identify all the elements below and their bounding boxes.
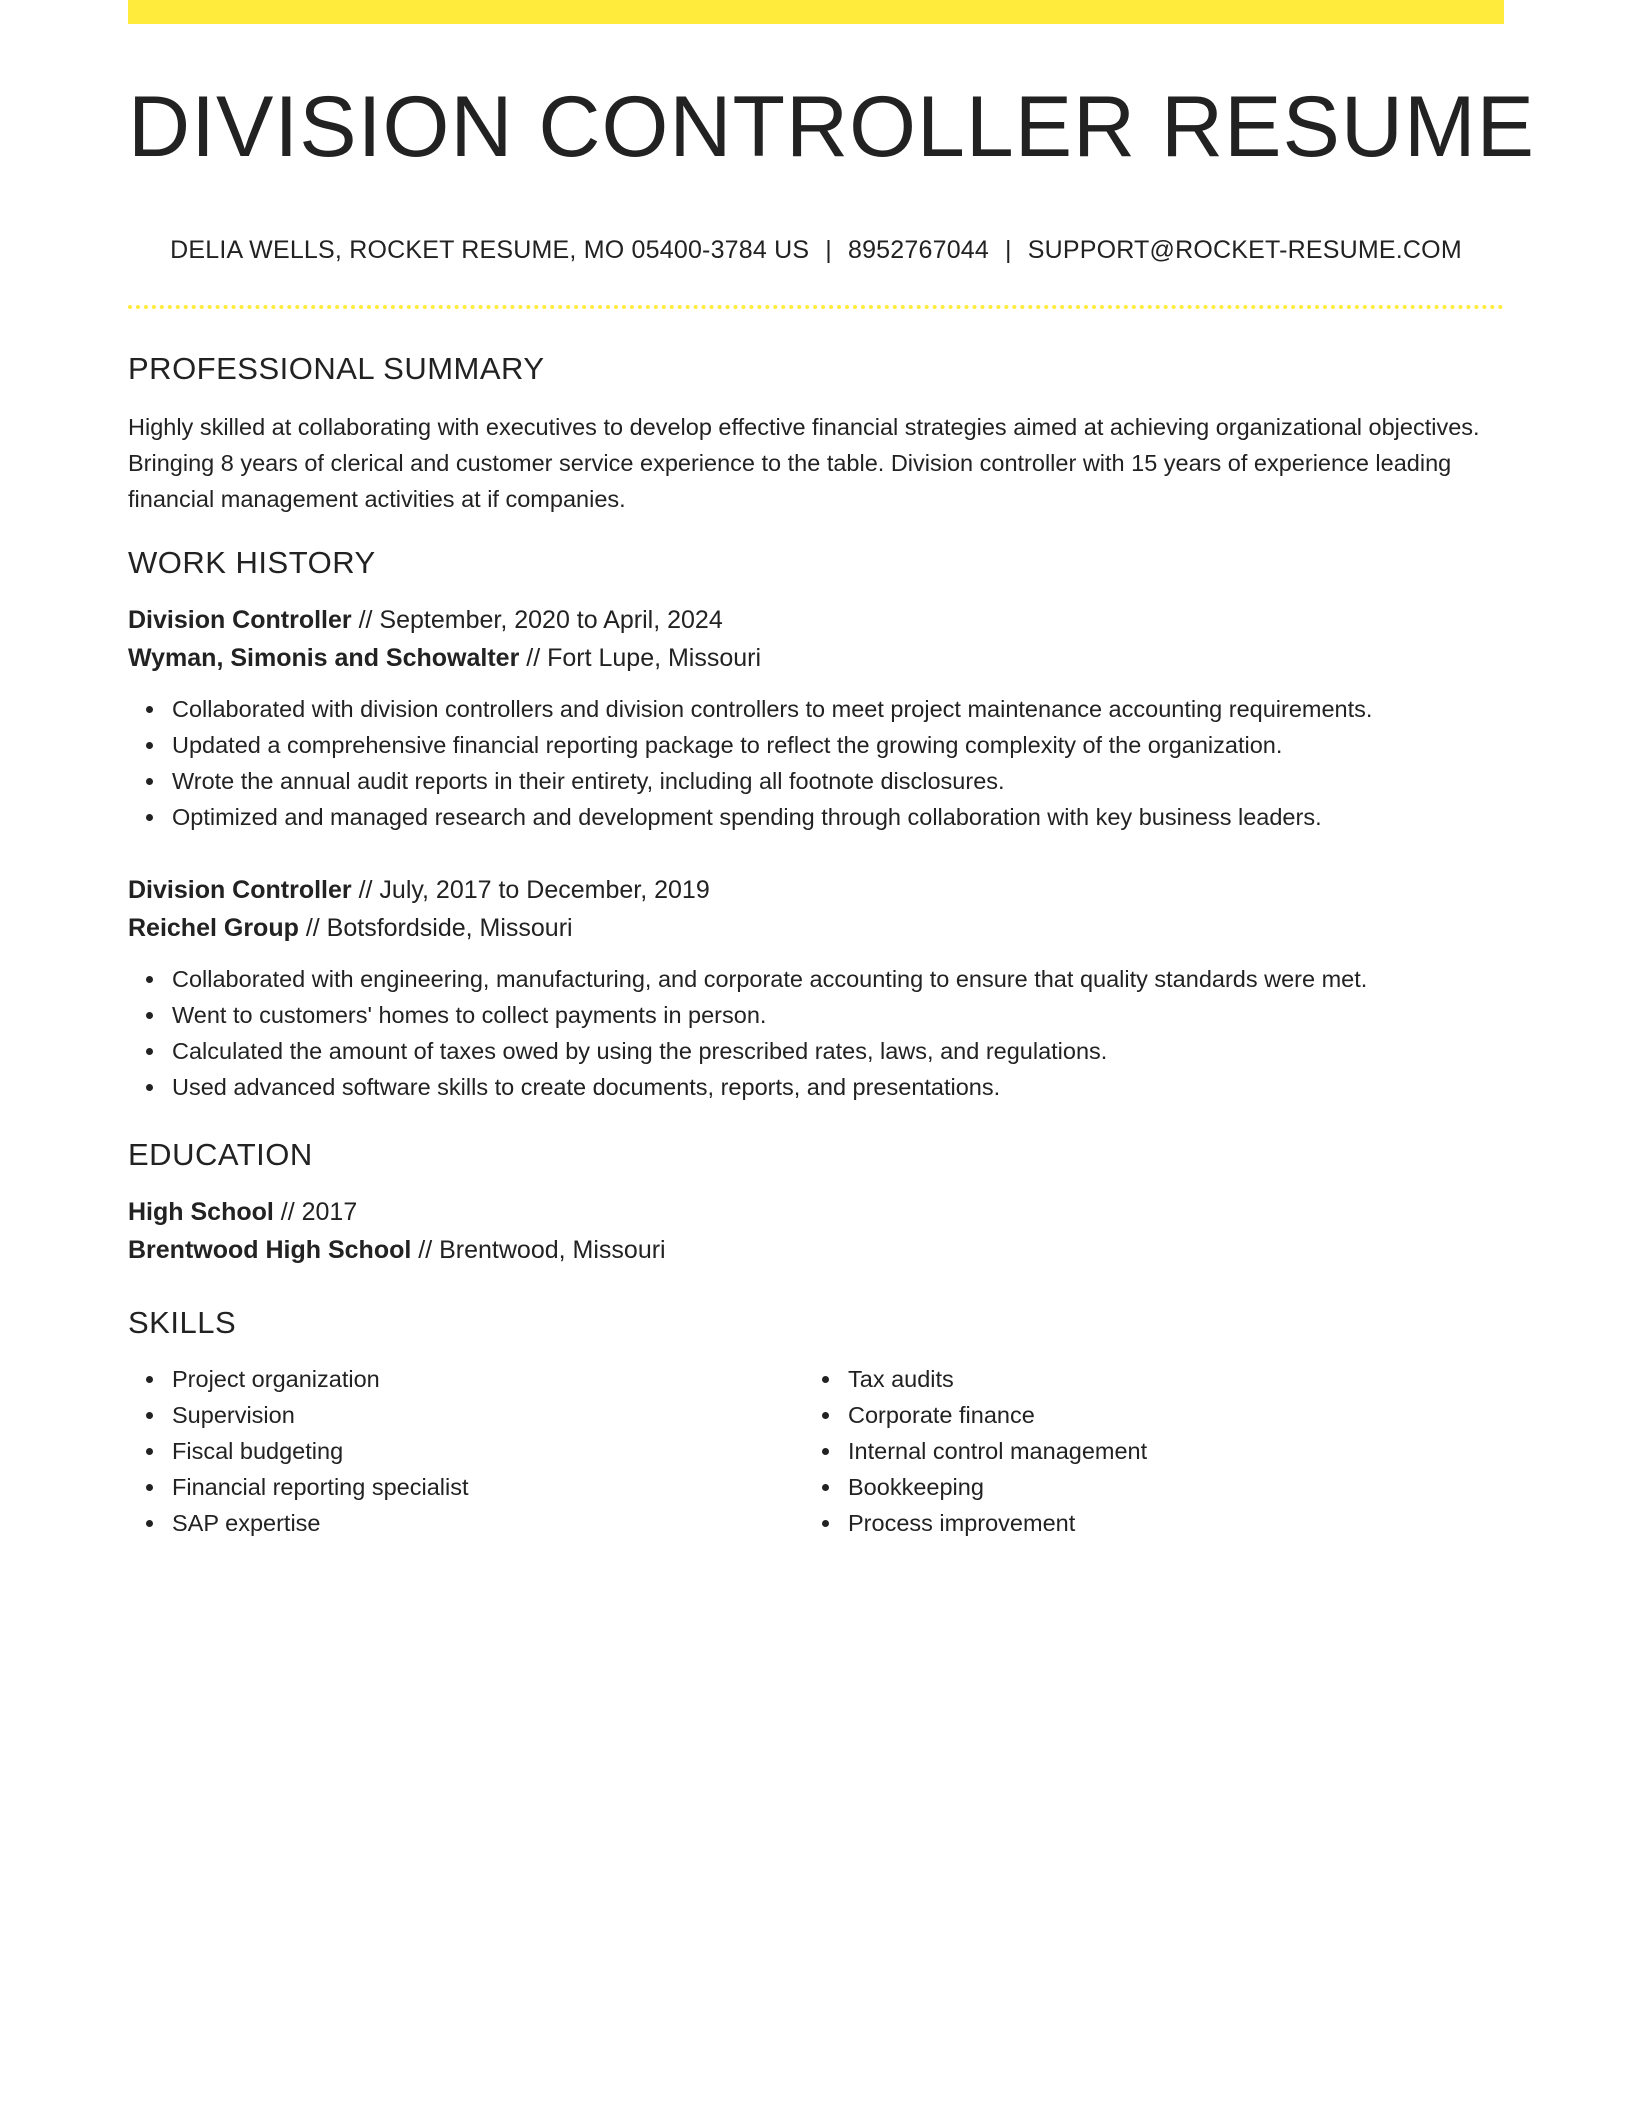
job-company: Reichel Group: [128, 914, 299, 942]
skill-item: Corporate finance: [848, 1397, 1480, 1433]
job-entry: [128, 871, 1504, 1105]
education-school-line: [128, 1231, 1504, 1269]
job-dates: // July, 2017 to December, 2019: [358, 876, 710, 904]
top-accent-bar: [128, 0, 1504, 24]
skills-heading: SKILLS: [128, 1305, 237, 1340]
contact-email: SUPPORT@ROCKET-RESUME.COM: [1027, 236, 1462, 264]
job-title-line: [128, 871, 1504, 909]
education-location: // Brentwood, Missouri: [418, 1236, 666, 1264]
contact-line: [128, 236, 1504, 265]
list-item: Wrote the annual audit reports in their entirety, including all footnote disclosures.: [172, 763, 1504, 799]
education-degree: High School: [128, 1198, 274, 1226]
education-degree-line: [128, 1193, 1504, 1231]
skill-item: SAP expertise: [172, 1505, 804, 1541]
skill-item: Bookkeeping: [848, 1469, 1480, 1505]
job-company-line: [128, 909, 1504, 947]
education-heading: EDUCATION: [128, 1137, 313, 1172]
list-item: Optimized and managed research and development spending through collaboration with key business leaders.: [172, 799, 1504, 835]
work-history-heading: WORK HISTORY: [128, 545, 376, 580]
education-school: Brentwood High School: [128, 1236, 412, 1264]
skill-item: Supervision: [172, 1397, 804, 1433]
contact-separator: |: [1005, 236, 1012, 264]
job-title-line: [128, 601, 1504, 639]
contact-address: DELIA WELLS, ROCKET RESUME, MO 05400-3784 US: [170, 236, 810, 264]
job-bullets: [128, 961, 1504, 1105]
skills-right-column: [804, 1361, 1480, 1541]
skill-item: Process improvement: [848, 1505, 1480, 1541]
skill-item: Tax audits: [848, 1361, 1480, 1397]
list-item: Used advanced software skills to create documents, reports, and presentations.: [172, 1069, 1504, 1105]
job-title: Division Controller: [128, 876, 352, 904]
skills-left-column: [128, 1361, 804, 1541]
list-item: Calculated the amount of taxes owed by using the prescribed rates, laws, and regulations.: [172, 1033, 1504, 1069]
skill-item: Project organization: [172, 1361, 804, 1397]
job-dates: // September, 2020 to April, 2024: [358, 606, 723, 634]
contact-phone: 8952767044: [847, 236, 990, 264]
job-company: Wyman, Simonis and Schowalter: [128, 644, 520, 672]
skills-grid: [128, 1361, 1504, 1541]
job-entry: [128, 601, 1504, 835]
job-location: // Fort Lupe, Missouri: [526, 644, 762, 672]
list-item: Went to customers' homes to collect payments in person.: [172, 997, 1504, 1033]
skill-item: Financial reporting specialist: [172, 1469, 804, 1505]
list-item: Updated a comprehensive financial reporting package to reflect the growing complexity of the organization.: [172, 727, 1504, 763]
summary-text: Highly skilled at collaborating with executives to develop effective financial strategies aimed at achieving organizational objectives. Bringing 8 years of clerical and customer service experience to the table. Division controller with 15 years of experience leading financial management activities at if companies.: [128, 414, 1480, 512]
dotted-divider: [128, 305, 1504, 309]
education-entry: [128, 1193, 1504, 1269]
skill-item: Fiscal budgeting: [172, 1433, 804, 1469]
job-location: // Botsfordside, Missouri: [305, 914, 573, 942]
contact-separator: |: [825, 236, 832, 264]
job-title: Division Controller: [128, 606, 352, 634]
summary-heading: PROFESSIONAL SUMMARY: [128, 351, 545, 386]
job-company-line: [128, 639, 1504, 677]
list-item: Collaborated with division controllers and division controllers to meet project maintenance accounting requirements.: [172, 691, 1504, 727]
resume-page: [128, 0, 1535, 1541]
job-bullets: [128, 691, 1504, 835]
list-item: Collaborated with engineering, manufacturing, and corporate accounting to ensure that quality standards were met.: [172, 961, 1504, 997]
skill-item: Internal control management: [848, 1433, 1480, 1469]
education-year: // 2017: [280, 1198, 358, 1226]
resume-title: DIVISION CONTROLLER RESUME: [128, 79, 1535, 175]
